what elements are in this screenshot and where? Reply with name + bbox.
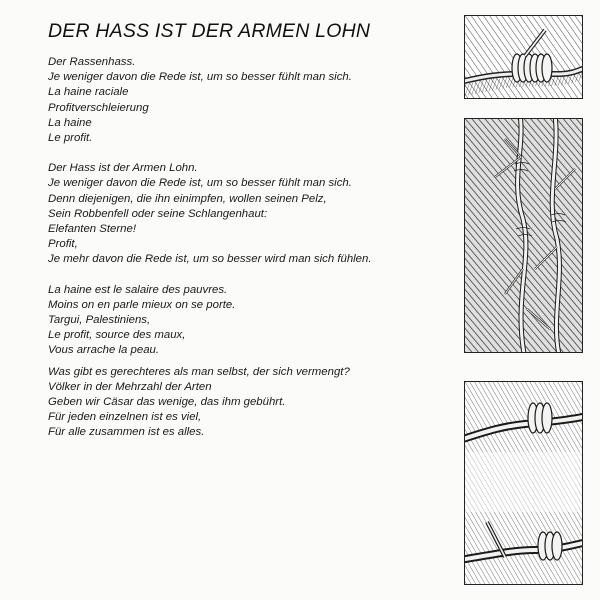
poem-line: Le profit.: [48, 132, 93, 145]
poem-line: La haine raciale: [48, 86, 129, 99]
poem-line: Le profit, source des maux,: [48, 329, 186, 342]
poem-line: Völker in der Mehrzahl der Arten: [48, 380, 212, 393]
stanza: [48, 283, 448, 359]
page-title: DER HASS IST DER ARMEN LOHN: [48, 20, 371, 42]
poem-line: Für alle zusammen ist es alles.: [48, 426, 205, 439]
poem: [48, 55, 448, 445]
poem-line: Elefanten Sterne!: [48, 223, 137, 236]
poem-line: Profit,: [48, 238, 78, 251]
barbed-wire-twisted-strands-icon: [464, 118, 583, 353]
poem-line: Der Hass ist der Armen Lohn.: [48, 162, 198, 175]
poem-line: Geben wir Cäsar das wenige, das ihm gebührt.: [48, 396, 286, 409]
poem-line: Sein Robbenfell oder seine Schlangenhaut:: [48, 207, 268, 220]
poem-line: Je weniger davon die Rede ist, um so besser fühlt man sich.: [48, 177, 352, 190]
stanza: [48, 161, 448, 267]
poem-line: Je mehr davon die Rede ist, um so besser wird man sich fühlen.: [48, 253, 372, 266]
poem-line: La haine est le salaire des pauvres.: [48, 283, 228, 296]
poem-line: Denn diejenigen, die ihn einimpfen, wollen seinen Pelz,: [48, 192, 327, 205]
poem-line: Targui, Palestiniens,: [48, 314, 151, 327]
stanza: [48, 55, 448, 146]
poem-line: Je weniger davon die Rede ist, um so besser fühlt man sich.: [48, 71, 352, 84]
poem-line: La haine: [48, 116, 92, 129]
poem-line: Für jeden einzelnen ist es viel,: [48, 411, 202, 424]
barbed-wire-knot-icon: [464, 15, 583, 99]
poem-line: Was gibt es gerechteres als man selbst, der sich vermengt?: [48, 365, 350, 378]
stanza: [48, 365, 448, 441]
barbed-wire-barbs-icon: [464, 381, 583, 585]
poem-line: Vous arrache la peau.: [48, 344, 160, 357]
poem-line: Der Rassenhass.: [48, 56, 136, 68]
poem-line: Profitverschleierung: [48, 101, 149, 114]
poem-line: Moins on en parle mieux on se porte.: [48, 298, 236, 311]
